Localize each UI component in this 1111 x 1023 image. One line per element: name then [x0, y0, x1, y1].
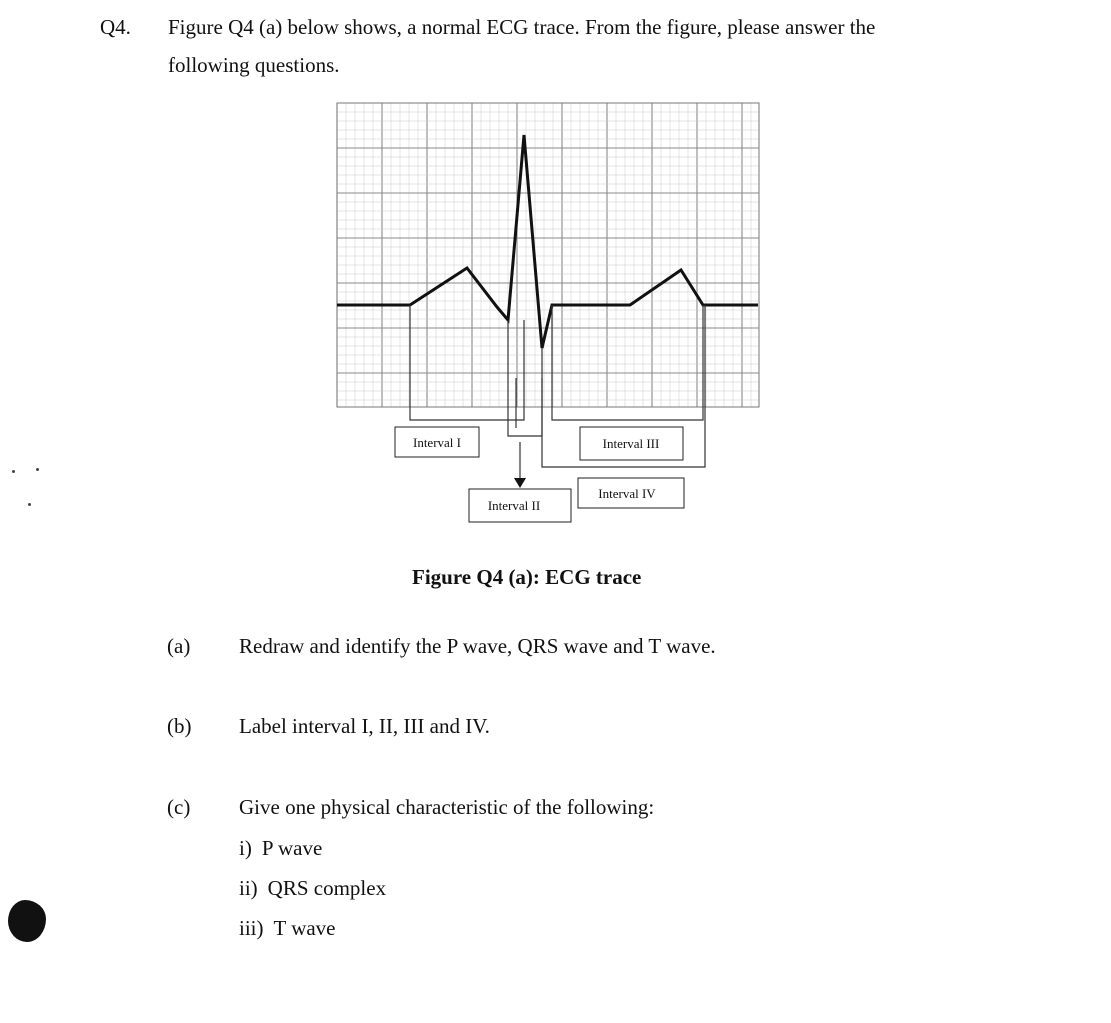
part-c-item-1-number: i)	[239, 836, 252, 860]
part-c-item-1	[239, 838, 322, 859]
part-c-item-2-text: QRS complex	[267, 876, 387, 900]
part-c-item-3	[239, 918, 336, 939]
part-c-item-2	[239, 878, 386, 899]
part-b-label: (b)	[167, 714, 192, 738]
scan-speck	[36, 468, 39, 471]
part-a-label: (a)	[167, 634, 191, 658]
scan-speck	[12, 470, 15, 473]
part-a-text: Redraw and identify the P wave, QRS wave and T wave.	[239, 634, 716, 658]
question-text-line-2: following questions.	[168, 53, 340, 77]
part-c-item-3-text: T wave	[273, 916, 336, 940]
interval-ii-label: Interval II	[487, 498, 541, 513]
part-b-text: Label interval I, II, III and IV.	[239, 714, 490, 738]
part-c-item-1-text: P wave	[261, 836, 323, 860]
interval-ii-arrowhead	[514, 478, 526, 488]
question-number: Q4.	[100, 15, 131, 39]
interval-iv-label: Interval IV	[598, 486, 656, 501]
part-c-item-3-number: iii)	[239, 916, 264, 940]
figure-caption: Figure Q4 (a): ECG trace	[412, 565, 642, 589]
part-c-label: (c)	[167, 795, 191, 819]
part-c-item-2-number: ii)	[239, 876, 258, 900]
scan-speck	[28, 503, 31, 506]
interval-iii-label: Interval III	[602, 436, 660, 451]
interval-i-label: Interval I	[412, 435, 462, 450]
part-c-text: Give one physical characteristic of the following:	[239, 795, 655, 819]
question-text-line-1: Figure Q4 (a) below shows, a normal ECG trace. From the figure, please answer the	[168, 15, 876, 39]
ecg-grid	[337, 103, 759, 407]
grid-border	[337, 103, 759, 407]
